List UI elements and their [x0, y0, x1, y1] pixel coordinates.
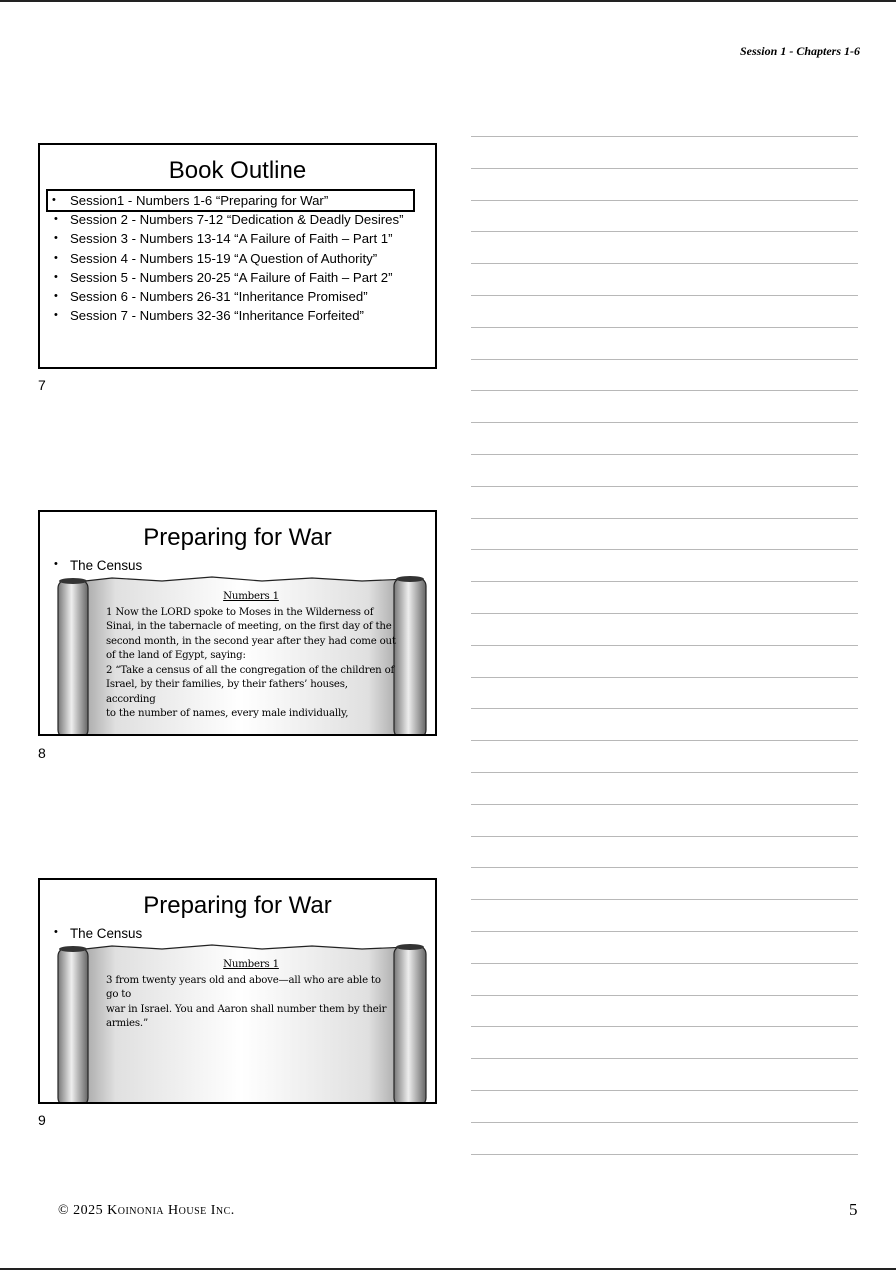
slide-number: 7 [38, 377, 46, 393]
note-line [471, 1154, 858, 1155]
note-line [471, 168, 858, 169]
outline-item-session-2: • Session 2 - Numbers 7-12 “Dedication & Deadly Desires” [50, 210, 435, 229]
note-line [471, 708, 858, 709]
note-line [471, 581, 858, 582]
note-line [471, 1090, 858, 1091]
scripture-line: war in Israel. You and Aaron shall number them by their [106, 1003, 387, 1015]
scripture-reference: Numbers 1 [223, 959, 279, 970]
note-line [471, 327, 858, 328]
note-line [471, 1026, 858, 1027]
copyright-footer: © 2025 Koinonia House Inc. [58, 1203, 235, 1218]
scroll-image [52, 944, 432, 1104]
outline-item-session-7: • Session 7 - Numbers 32-36 “Inheritance Forfeited” [50, 306, 435, 325]
note-line [471, 231, 858, 232]
note-line [471, 804, 858, 805]
scripture-line: Israel, by their families, by their fathers’ houses, according [106, 679, 348, 705]
scripture-line: of the land of Egypt, saying: [106, 650, 246, 661]
note-line [471, 454, 858, 455]
slide-number: 9 [38, 1112, 46, 1128]
note-line [471, 677, 858, 678]
note-line [471, 136, 858, 137]
note-line [471, 359, 858, 360]
note-line [471, 931, 858, 932]
note-line [471, 263, 858, 264]
scripture-line: to the number of names, every male individually, [106, 708, 349, 719]
note-line [471, 1122, 858, 1123]
slide-bullet: • The Census [40, 926, 435, 941]
note-line [471, 518, 858, 519]
outline-item-session-5: • Session 5 - Numbers 20-25 “A Failure of Faith – Part 2” [50, 268, 435, 287]
scripture-reference: Numbers 1 [223, 591, 279, 602]
outline-item-session-1: • Session1 - Numbers 1-6 “Preparing for War” [48, 191, 413, 210]
outline-list [50, 191, 435, 325]
slide-preparing-for-war-2 [38, 878, 437, 1104]
scripture-line: armies.” [106, 1018, 148, 1029]
scripture-text [106, 590, 396, 722]
outline-item-session-4: • Session 4 - Numbers 15-19 “A Question of Authority” [50, 249, 435, 268]
scripture-line: 1 Now the LORD spoke to Moses in the Wilderness of [106, 606, 374, 618]
slide-preparing-for-war-1 [38, 510, 437, 736]
note-line [471, 295, 858, 296]
slide-number: 8 [38, 745, 46, 761]
running-header: Session 1 - Chapters 1-6 [739, 44, 860, 58]
note-line [471, 200, 858, 201]
slide-bullet: • The Census [40, 558, 435, 573]
note-line [471, 963, 858, 964]
note-line [471, 549, 858, 550]
note-line [471, 772, 858, 773]
note-line [471, 645, 858, 646]
page-top-border [0, 0, 896, 2]
slide-book-outline [38, 143, 437, 369]
notes-lines [471, 136, 858, 1185]
page-bottom-border [0, 1268, 896, 1270]
note-line [471, 613, 858, 614]
note-line [471, 390, 858, 391]
scripture-line: 2 “Take a census of all the congregation of the children of [106, 664, 395, 676]
slide-title: Book Outline [168, 157, 307, 184]
note-line [471, 1058, 858, 1059]
note-line [471, 995, 858, 996]
note-line [471, 836, 858, 837]
scripture-text [106, 958, 396, 1032]
note-line [471, 422, 858, 423]
scripture-line: 3 from twenty years old and above—all who are able to go to [106, 974, 381, 1000]
scripture-line: second month, in the second year after they had come out [106, 635, 396, 647]
note-line [471, 867, 858, 868]
page-number: 5 [849, 1200, 858, 1219]
note-line [471, 740, 858, 741]
scripture-line: Sinai, in the tabernacle of meeting, on the first day of the [106, 621, 392, 632]
outline-item-session-6: • Session 6 - Numbers 26-31 “Inheritance Promised” [50, 287, 435, 306]
note-line [471, 486, 858, 487]
slide-title: Preparing for War [143, 524, 332, 551]
scroll-image [52, 576, 432, 736]
note-line [471, 899, 858, 900]
outline-item-session-3: • Session 3 - Numbers 13-14 “A Failure of Faith – Part 1” [50, 229, 435, 248]
slide-title: Preparing for War [143, 892, 332, 919]
